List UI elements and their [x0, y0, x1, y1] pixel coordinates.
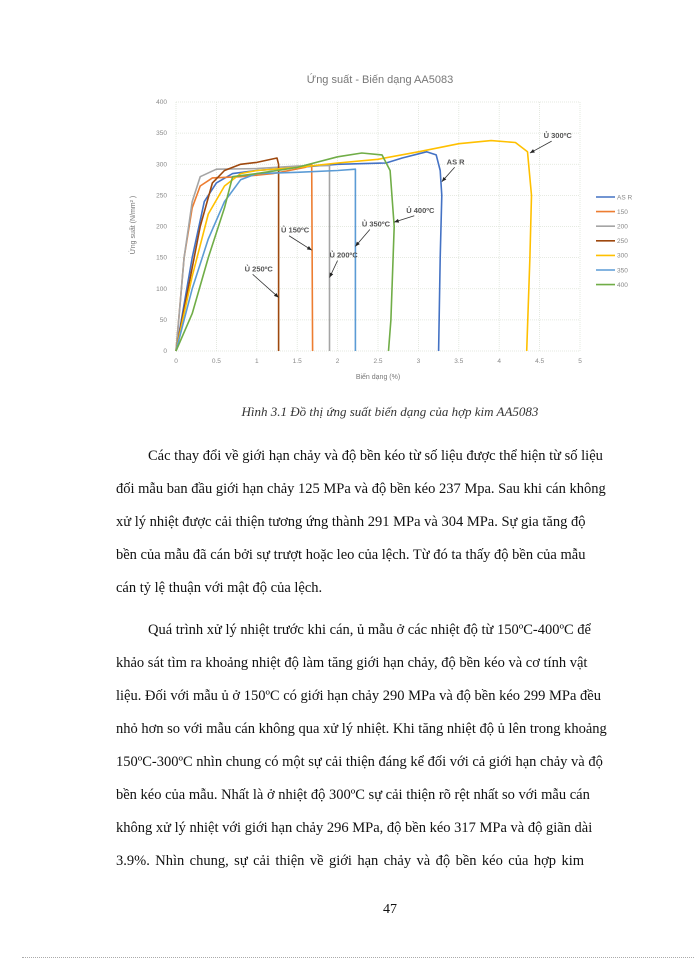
series-line-200: [176, 166, 330, 352]
x-tick-label: 1: [254, 358, 259, 365]
x-tick-label: 3.5: [454, 358, 464, 365]
y-tick-label: 200: [156, 223, 167, 231]
y-tick-label: 250: [156, 192, 167, 200]
text-line: liệu. Đối với mẫu ủ ở 150ºC có giới hạn chảy 290 MPa và độ bền kéo 299 MPa đều: [116, 688, 601, 704]
series-line-350: [176, 169, 355, 351]
text-line: nhỏ hơn so với mẫu cán không qua xử lý nhiệt. Khi tăng nhiệt độ ủ lên trong khoảng: [116, 721, 607, 737]
legend-label: 300: [617, 252, 628, 260]
annotation-label: AS R: [446, 157, 465, 167]
x-tick-label: 3: [416, 358, 421, 365]
stress-strain-chart: [0, 0, 700, 400]
legend-label: 350: [617, 267, 628, 275]
x-tick-label: 5: [578, 358, 582, 365]
series-line-400: [176, 153, 394, 351]
series-line-as-r: [176, 152, 442, 351]
x-tick-label: 0.5: [211, 358, 221, 365]
text-line: bền kéo của mẫu. Nhất là ở nhiệt độ 300ºC sự cải thiện rõ rệt nhất so với mẫu cán: [116, 787, 590, 803]
text-line: xử lý nhiệt được cải thiện tương ứng thành 291 MPa và 304 MPa. Sự gia tăng độ: [116, 514, 586, 530]
annotation-label: Ủ 400ºC: [406, 205, 435, 215]
arrowhead-icon: [394, 219, 399, 223]
x-tick-label: 2: [335, 358, 340, 365]
annotation-arrow: [253, 274, 279, 297]
y-axis-label: Ứng suất (N/mm² ): [130, 195, 137, 255]
text-line: Các thay đổi về giới hạn chảy và độ bền kéo từ số liệu được thể hiện từ số liệu: [148, 448, 603, 464]
annotation-label: Ủ 150ºC: [281, 225, 310, 235]
arrowhead-icon: [307, 246, 312, 250]
series-line-300: [176, 141, 532, 351]
text-line: đối mẫu ban đầu giới hạn chảy 125 MPa và độ bền kéo 237 Mpa. Sau khi cán không: [116, 481, 606, 497]
text-line: khảo sát tìm ra khoảng nhiệt độ làm tăng giới hạn chảy, độ bền kéo và cơ tính vật: [116, 655, 588, 671]
x-tick-label: 4: [497, 358, 502, 365]
text-line: Quá trình xử lý nhiệt trước khi cán, ủ mẫu ở các nhiệt độ từ 150ºC-400ºC để: [148, 622, 591, 638]
annotation-label: Ủ 250ºC: [244, 264, 273, 274]
annotation-label: Ủ 200ºC: [329, 250, 358, 260]
annotation-label: Ủ 300ºC: [543, 131, 572, 141]
legend-label: AS R: [617, 194, 633, 202]
legend-label: 200: [617, 223, 628, 231]
text-line: 150ºC-300ºC nhìn chung có một sự cải thiện đáng kể đối với cả giới hạn chảy và độ: [116, 754, 603, 770]
chart-title: Ứng suất - Biến dạng AA5083: [306, 74, 454, 86]
series-line-250: [176, 158, 279, 351]
x-axis-label: Biến dạng (%): [355, 374, 401, 381]
text-line: không xử lý nhiệt với giới hạn chảy 296 MPa, độ bền kéo 317 MPa và độ giãn dài: [116, 820, 593, 836]
y-tick-label: 50: [159, 316, 167, 324]
y-tick-label: 150: [156, 254, 167, 262]
text-line: 3.9%. Nhìn chung, sự cải thiện về giới hạn chảy và độ bền kéo của hợp kim: [116, 853, 584, 869]
page-number: 47: [383, 902, 397, 917]
figure-caption: Hình 3.1 Đồ thị ứng suất biến dạng của hợp kim AA5083: [241, 404, 539, 419]
legend-label: 150: [617, 208, 628, 216]
legend-label: 400: [617, 281, 628, 289]
y-tick-label: 0: [163, 348, 167, 355]
y-tick-label: 350: [156, 130, 167, 138]
legend-label: 250: [617, 238, 628, 246]
y-tick-label: 100: [156, 285, 167, 293]
text-line: cán tỷ lệ thuận với mật độ của lệch.: [116, 580, 323, 596]
page-border: [22, 957, 694, 958]
x-tick-label: 1.5: [292, 358, 302, 365]
x-tick-label: 2.5: [373, 358, 383, 365]
text-line: bền của mẫu đã cán bởi sự trượt hoặc leo của lệch. Từ đó ta thấy độ bền của mẫu: [116, 547, 586, 563]
x-tick-label: 0: [174, 358, 178, 365]
y-tick-label: 400: [156, 99, 167, 106]
x-tick-label: 4.5: [535, 358, 545, 365]
annotation-label: Ủ 350ºC: [361, 219, 391, 229]
y-tick-label: 300: [156, 161, 167, 169]
